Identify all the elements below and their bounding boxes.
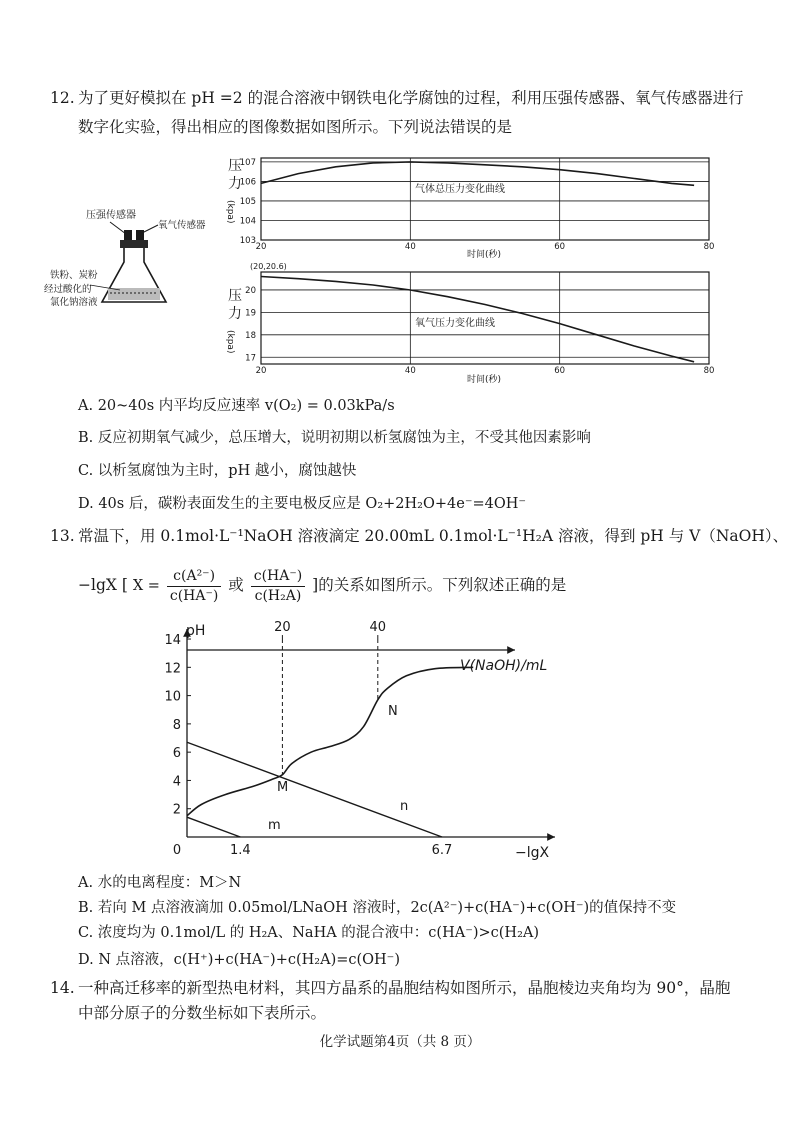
point-n-label: N xyxy=(388,704,398,719)
line-n-label: n xyxy=(400,799,409,814)
q13-option-b-text: 若向 M 点溶液滴加 0.05mol/LNaOH 溶液时，2c(A²⁻)+c(HA⁻)+c(OH⁻)的值保持不变 xyxy=(97,900,677,916)
q13-option-d-text: N 点溶液，c(H⁺)+c(HA⁻)+c(H₂A)=c(OH⁻) xyxy=(98,952,400,968)
y-tick-105: 105 xyxy=(239,196,256,207)
q12-option-d-letter: D. xyxy=(78,496,94,512)
q12-option-d[interactable] xyxy=(78,494,526,514)
lgx-tick-label-1.4: 1.4 xyxy=(229,843,251,858)
q12-number: 12. xyxy=(50,89,75,107)
apparatus-label-2: 经过酸化的 xyxy=(44,284,92,295)
chart3-top-axis-label: V(NaOH)/mL xyxy=(460,658,548,674)
stopper xyxy=(120,240,148,248)
chart1-ylabel-unit: (kpa) xyxy=(225,200,235,224)
q12-option-b-letter: B. xyxy=(78,430,94,446)
y-tick-104: 104 xyxy=(239,216,256,227)
apparatus-figure xyxy=(40,190,220,320)
page-footer: 化学试题第4页（共 8 页） xyxy=(319,1034,481,1050)
chart2-ylabel-unit: (kpa) xyxy=(225,330,235,354)
q13-option-a[interactable] xyxy=(78,873,241,893)
q12-option-c-letter: C. xyxy=(78,463,94,479)
oxygen-sensor-probe xyxy=(136,230,144,240)
line-m-label: m xyxy=(268,818,281,833)
y-tick-106: 106 xyxy=(239,177,256,188)
titration-chart xyxy=(164,615,590,870)
lgx-tick-label-6.7: 6.7 xyxy=(431,843,453,858)
x-tick-40: 40 xyxy=(404,242,416,252)
ph-tick-label-12: 12 xyxy=(164,661,181,677)
q13-option-b[interactable] xyxy=(78,898,676,918)
q12-option-a[interactable] xyxy=(78,396,395,416)
ph-tick-label-6: 6 xyxy=(172,746,181,762)
q13-fraction-1 xyxy=(167,567,221,606)
ph-tick-label-10: 10 xyxy=(164,689,181,705)
chart2-start-annotation: (20,20.6) xyxy=(250,262,287,271)
q12-option-c-text: 以析氢腐蚀为主时，pH 越小，腐蚀越快 xyxy=(97,463,357,479)
x-tick-60: 60 xyxy=(554,242,566,252)
q13-frac2-denominator: c(H₂A) xyxy=(254,587,302,604)
ph-tick-label-8: 8 xyxy=(172,717,181,733)
q12-stem-line2: 数字化实验，得出相应的图像数据如图所示。下列说法错误的是 xyxy=(78,118,513,136)
chart3-bottom-axis-label: −lgX xyxy=(515,845,550,861)
apparatus-label-3: 氯化钠溶液 xyxy=(50,297,98,308)
q13-option-a-letter: A. xyxy=(78,875,94,891)
q13-number: 13. xyxy=(50,527,75,545)
q13-option-b-letter: B. xyxy=(78,900,94,916)
oxygen-pressure-chart xyxy=(215,258,720,386)
q14-stem-line2: 中部分原子的分数坐标如下表所示。 xyxy=(78,1004,327,1022)
q13-frac2-numerator: c(HA⁻) xyxy=(251,567,305,587)
q12-option-c[interactable] xyxy=(78,461,356,481)
q13-frac1-numerator: c(A²⁻) xyxy=(167,567,221,587)
q12-stem-line1: 为了更好模拟在 pH =2 的混合溶液中钢铁电化学腐蚀的过程，利用压强传感器、氧气传感器进行 xyxy=(78,89,744,107)
q13-option-c-text: 浓度均为 0.1mol/L 的 H₂A、NaHA 的混合液中：c(HA⁻)>c(H₂A) xyxy=(97,925,540,941)
x-tick-20: 20 xyxy=(255,242,267,252)
q12-option-d-text: 40s 后，碳粉表面发生的主要电极反应是 O₂+2H₂O+4e⁻=4OH⁻ xyxy=(98,496,527,512)
y-tick-20: 20 xyxy=(245,285,256,296)
x-tick-40: 40 xyxy=(404,366,416,376)
q13-option-c-letter: C. xyxy=(78,925,94,941)
x-tick-60: 60 xyxy=(554,366,566,376)
pressure-sensor-label: 压强传感器 xyxy=(86,210,136,221)
x-tick-80: 80 xyxy=(703,366,715,376)
q13-option-a-text: 水的电离程度：M＞N xyxy=(97,875,242,891)
chart1-ylabel-2: 力 xyxy=(228,176,242,192)
chart2-ylabel-1: 压 xyxy=(228,288,242,304)
q13-option-c[interactable] xyxy=(78,923,539,943)
lgx-tick-label-0: 0 xyxy=(172,843,182,858)
y-tick-103: 103 xyxy=(239,236,256,246)
q12-option-a-text: 20~40s 内平均反应速率 v(O₂) = 0.03kPa/s xyxy=(97,398,395,414)
solution xyxy=(108,288,160,300)
oxygen-sensor-label: 氧气传感器 xyxy=(158,220,206,231)
q13-option-d[interactable] xyxy=(78,950,400,970)
q13-x-eq: X = xyxy=(132,578,160,594)
chart1-title: 气体总压力变化曲线 xyxy=(415,184,505,195)
chart2-ylabel-2: 力 xyxy=(228,306,242,322)
q13-suffix: ]的关系如图所示。下列叙述正确的是 xyxy=(312,576,567,594)
y-tick-19: 19 xyxy=(245,308,256,319)
ph-tick-label-4: 4 xyxy=(172,774,181,790)
line-m xyxy=(187,817,240,837)
q14-number: 14. xyxy=(50,979,75,997)
q13-frac1-denominator: c(HA⁻) xyxy=(169,587,219,604)
q13-or: 或 xyxy=(228,576,244,594)
ph-tick-label-2: 2 xyxy=(172,802,181,818)
chart3-ylabel: pH xyxy=(186,623,206,639)
y-tick-18: 18 xyxy=(245,330,256,341)
line-n xyxy=(187,742,442,837)
volume-tick-label-20: 20 xyxy=(274,620,291,636)
q12-option-b[interactable] xyxy=(78,428,591,448)
volume-tick-label-40: 40 xyxy=(369,620,387,636)
titration-curve xyxy=(187,667,473,816)
x-tick-20: 20 xyxy=(255,366,267,376)
q13-option-d-letter: D. xyxy=(78,952,94,968)
chart1-ylabel-1: 压 xyxy=(228,158,242,174)
q12-option-a-letter: A. xyxy=(78,398,94,414)
q13-stem-line2 xyxy=(78,560,566,611)
total-pressure-chart xyxy=(215,150,720,262)
x-tick-80: 80 xyxy=(703,242,715,252)
y-tick-17: 17 xyxy=(245,353,256,364)
q13-lgx-prefix: −lgX [ xyxy=(78,576,128,594)
apparatus-label-1: 铁粉、炭粉 xyxy=(50,270,98,281)
point-m-label: M xyxy=(277,780,289,795)
chart2-title: 氧气压力变化曲线 xyxy=(415,318,495,329)
q13-fraction-2 xyxy=(251,567,305,606)
q12-option-b-text: 反应初期氧气减少，总压增大，说明初期以析氢腐蚀为主，不受其他因素影响 xyxy=(97,430,591,446)
q14-stem-line1: 一种高迁移率的新型热电材料，其四方晶系的晶胞结构如图所示，晶胞棱边夹角均为 90°，晶胞 xyxy=(78,979,731,997)
q13-stem-line1: 常温下，用 0.1mol·L⁻¹NaOH 溶液滴定 20.00mL 0.1mol·L⁻¹H₂A 溶液，得到 pH 与 V（NaOH）、 xyxy=(78,527,789,545)
pressure-sensor-probe xyxy=(124,230,132,240)
y-tick-107: 107 xyxy=(239,157,256,168)
chart2-xlabel: 时间(秒) xyxy=(467,375,502,385)
chart1-xlabel: 时间(秒) xyxy=(467,250,502,260)
ph-tick-label-14: 14 xyxy=(164,633,181,649)
